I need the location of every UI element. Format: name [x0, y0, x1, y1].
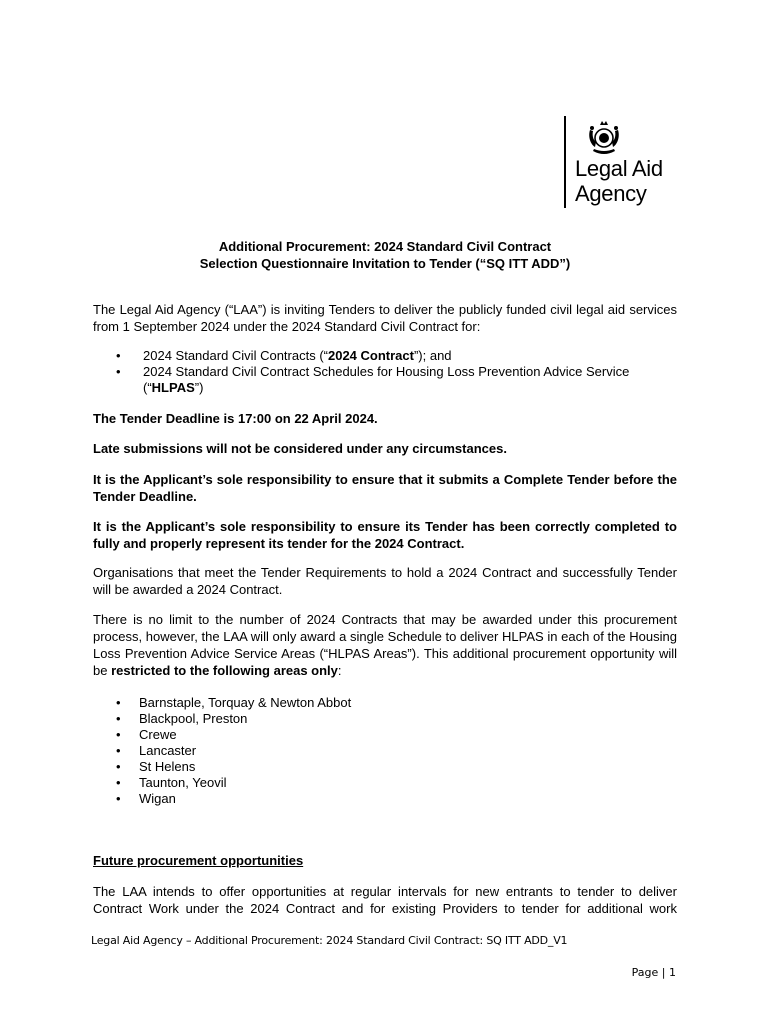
contract-item-2-post: ”): [194, 380, 204, 395]
page-number: Page | 1: [631, 966, 676, 979]
bullet: •: [116, 759, 121, 774]
area-list-item: [116, 775, 539, 791]
area-list-item: [116, 695, 539, 711]
contracts-list: [0, 348, 630, 396]
late-submissions-notice: Late submissions will not be considered under any circumstances.: [93, 441, 507, 456]
bullet: •: [116, 743, 121, 758]
future-procurement-heading: Future procurement opportunities: [93, 853, 304, 868]
contract-item-2-pre: 2024 Standard Civil Contract Schedules for Housing Loss Prevention Advice Service (“: [143, 364, 630, 395]
area-name: Taunton, Yeovil: [139, 775, 227, 790]
area-name: Crewe: [139, 727, 177, 742]
organisations-paragraph: Organisations that meet the Tender Requirements to hold a 2024 Contract and successfully Tender will be awarded a 2024 Contract.: [93, 565, 677, 597]
logo-name: [575, 156, 663, 206]
responsibility-statement-1: It is the Applicant’s sole responsibility to ensure that it submits a Complete Tender before the Tender Deadline.: [93, 472, 677, 504]
bullet: •: [116, 791, 121, 806]
list-item: [116, 348, 683, 364]
area-list-item: [116, 711, 539, 727]
area-list-item: [116, 743, 539, 759]
list-item: [116, 364, 683, 396]
area-name: Lancaster: [139, 743, 197, 758]
responsibility-statement-2: It is the Applicant’s sole responsibility to ensure its Tender has been correctly completed to fully and properly represent its tender for the 2024 Contract.: [93, 519, 677, 551]
contract-item-1-post: ”); and: [413, 348, 452, 363]
bullet: •: [116, 727, 121, 742]
area-list-item: [116, 759, 539, 775]
legal-aid-agency-logo: [564, 116, 684, 212]
area-name: Barnstaple, Torquay & Newton Abbot: [139, 695, 352, 710]
future-procurement-paragraph: The LAA intends to offer opportunities at regular intervals for new entrants to tender to deliver Contract Work under the 2024 Contract and for existing Providers to tender for additional work: [93, 884, 677, 916]
document-title-line-2: Selection Questionnaire Invitation to Tender (“SQ ITT ADD”): [199, 256, 571, 271]
bullet: •: [116, 695, 121, 710]
bullet: •: [116, 348, 121, 363]
royal-crest-icon: [584, 118, 624, 158]
bullet: •: [116, 775, 121, 790]
intro-paragraph: The Legal Aid Agency (“LAA”) is inviting Tenders to deliver the publicly funded civil legal aid services from 1 September 2024 under the 2024 Standard Civil Contract for:: [93, 302, 677, 334]
limit-end: :: [337, 663, 342, 678]
logo-divider: [564, 116, 566, 208]
area-name: Wigan: [139, 791, 176, 806]
document-title-line-1: Additional Procurement: 2024 Standard Civil Contract: [218, 239, 552, 254]
contract-item-2-bold: HLPAS: [151, 380, 195, 395]
bullet: •: [116, 364, 121, 379]
area-name: Blackpool, Preston: [139, 711, 248, 726]
limit-bold: restricted to the following areas only: [111, 663, 338, 678]
area-list-item: [116, 791, 539, 807]
bullet: •: [116, 711, 121, 726]
contract-item-1-pre: 2024 Standard Civil Contracts (“: [143, 348, 328, 363]
contract-item-1-bold: 2024 Contract: [327, 348, 414, 363]
logo-line-1: Legal Aid: [575, 156, 663, 181]
logo-line-2: Agency: [575, 181, 647, 206]
areas-list: [0, 695, 400, 807]
tender-deadline: The Tender Deadline is 17:00 on 22 April 2024.: [93, 411, 378, 426]
limit-paragraph: [93, 611, 677, 679]
area-name: St Helens: [139, 759, 196, 774]
page-footer: Legal Aid Agency – Additional Procurement: 2024 Standard Civil Contract: SQ ITT ADD_V1: [91, 934, 568, 947]
area-list-item: [116, 727, 539, 743]
limit-text: There is no limit to the number of 2024 Contracts that may be awarded under this procurement process, however, the LAA will only award a single Schedule to deliver HLPAS in each of the Housing Loss Prevention Advice Service Areas (“HLPAS Areas”). This additional procurement opportunity will be: [93, 612, 677, 678]
